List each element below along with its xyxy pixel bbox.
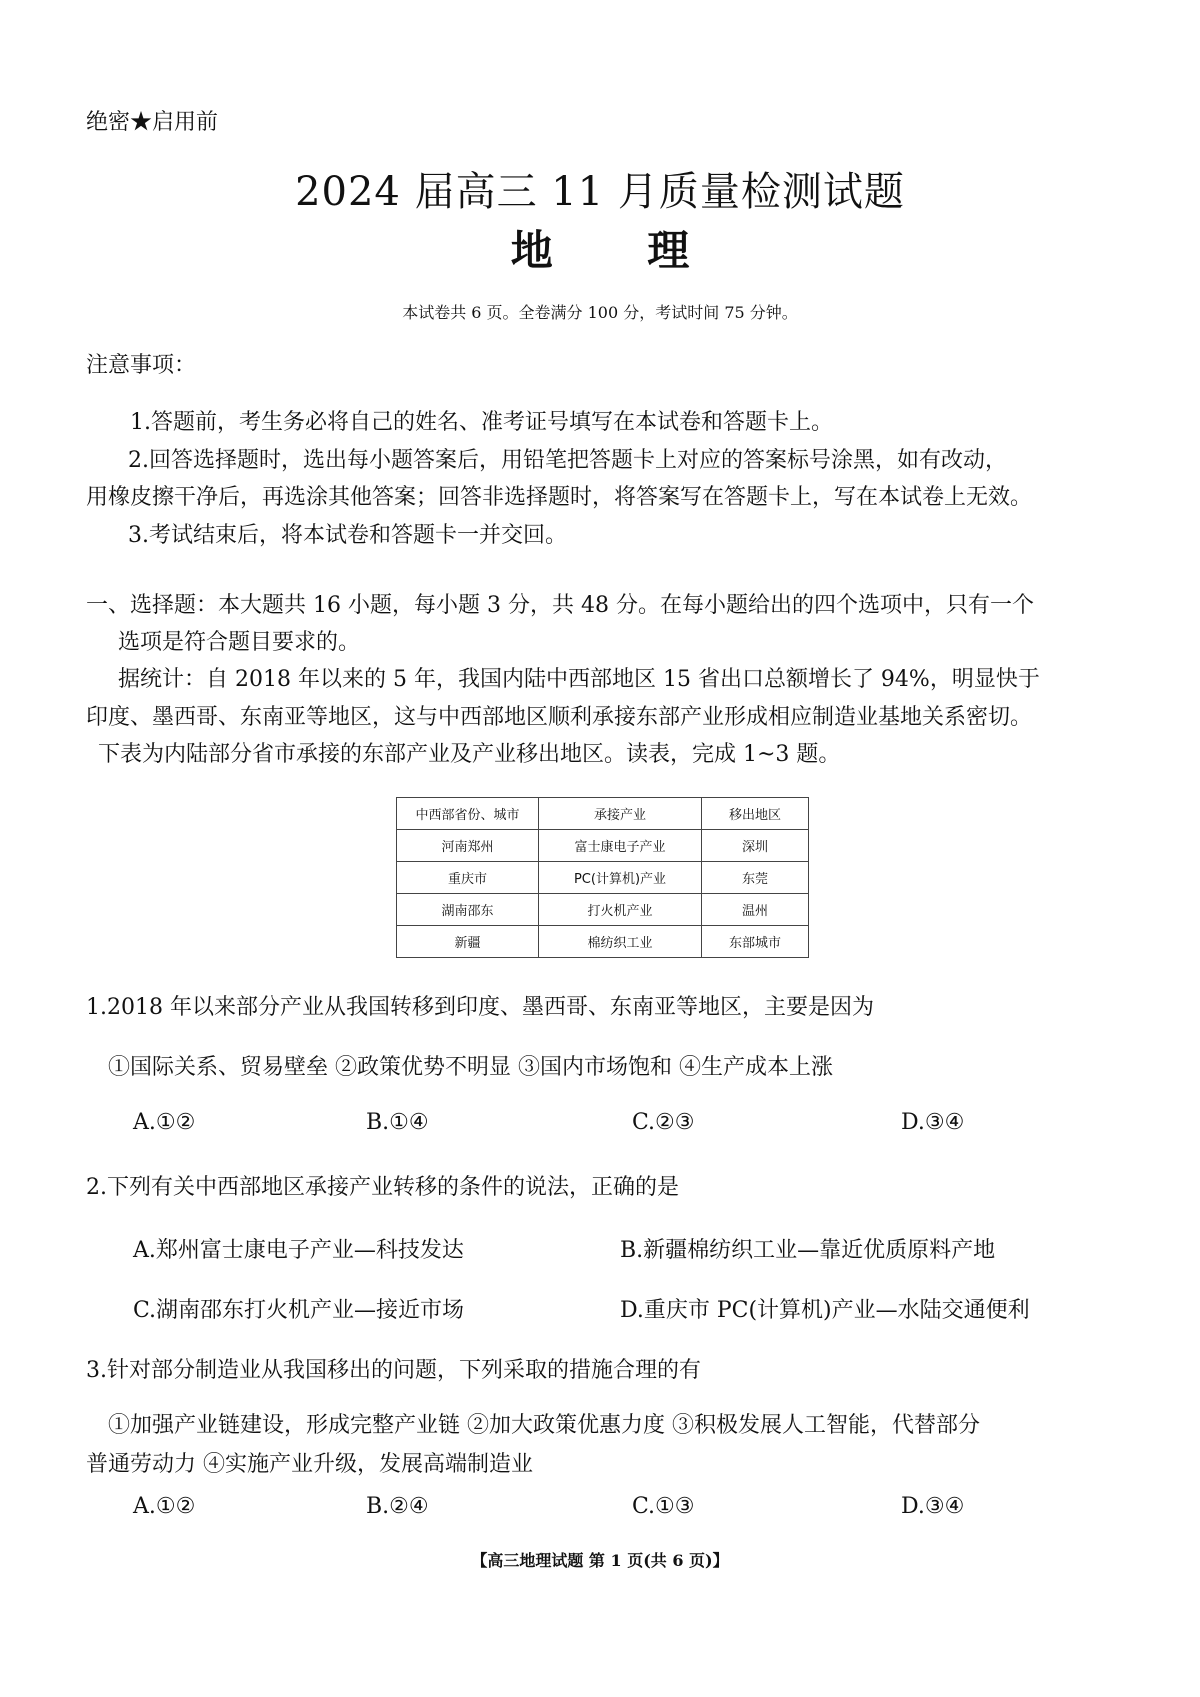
table-cell: 深圳 [702, 830, 809, 862]
table-row [397, 830, 809, 862]
question-3-option-c: C.①③ [632, 1494, 695, 1519]
confidential-mark: 绝密★启用前 [86, 110, 219, 135]
question-1-stem: 1.2018 年以来部分产业从我国转移到印度、墨西哥、东南亚等地区，主要是因为 [86, 995, 874, 1020]
page-footer: 【高三地理试题 第 1 页(共 6 页)】 [471, 1551, 729, 1570]
passage-line-1: 据统计：自 2018 年以来的 5 年，我国内陆中西部地区 15 省出口总额增长了 94%，明显快于 [118, 667, 1040, 692]
passage-line-2: 印度、墨西哥、东南亚等地区，这与中西部地区顺利承接东部产业形成相应制造业基地关系密切。 [86, 705, 1033, 730]
table-cell: 湖南邵东 [397, 894, 539, 926]
passage-line-3: 下表为内陆部分省市承接的东部产业及产业移出地区。读表，完成 1~3 题。 [98, 742, 841, 767]
table-header-cell: 移出地区 [702, 798, 809, 830]
table-row [397, 862, 809, 894]
table-row [397, 926, 809, 958]
question-2-option-b: B.新疆棉纺织工业—靠近优质原料产地 [620, 1238, 996, 1263]
table-cell: 新疆 [397, 926, 539, 958]
section-heading-line-1: 一、选择题：本大题共 16 小题，每小题 3 分，共 48 分。在每小题给出的四个选项中，只有一个 [86, 593, 1034, 618]
question-3-statements-line-1: ①加强产业链建设，形成完整产业链 ②加大政策优惠力度 ③积极发展人工智能，代替部分 [108, 1413, 980, 1438]
table-cell: 打火机产业 [539, 894, 702, 926]
notice-item-2-line-1: 2.回答选择题时，选出每小题答案后，用铅笔把答题卡上对应的答案标号涂黑，如有改动， [128, 448, 1007, 473]
table-cell: 东莞 [702, 862, 809, 894]
question-3-statements-line-2: 普通劳动力 ④实施产业升级，发展高端制造业 [86, 1452, 533, 1477]
question-3-option-d: D.③④ [901, 1494, 965, 1519]
table-row [397, 894, 809, 926]
question-1-statements: ①国际关系、贸易壁垒 ②政策优势不明显 ③国内市场饱和 ④生产成本上涨 [108, 1055, 833, 1080]
table-header-row [397, 798, 809, 830]
question-2-stem: 2.下列有关中西部地区承接产业转移的条件的说法，正确的是 [86, 1175, 679, 1200]
notice-heading: 注意事项： [86, 353, 197, 378]
table-cell: 富士康电子产业 [539, 830, 702, 862]
table-header-cell: 中西部省份、城市 [397, 798, 539, 830]
table-cell: 温州 [702, 894, 809, 926]
question-3-option-a: A.①② [133, 1494, 196, 1519]
notice-item-2-line-2: 用橡皮擦干净后，再选涂其他答案；回答非选择题时，将答案写在答题卡上，写在本试卷上无效。 [86, 485, 1033, 510]
subject-title: 地 理 [510, 226, 730, 275]
question-2-option-c: C.湖南邵东打火机产业—接近市场 [133, 1298, 465, 1323]
question-3-stem: 3.针对部分制造业从我国移出的问题，下列采取的措施合理的有 [86, 1358, 701, 1383]
industry-transfer-table [396, 797, 809, 958]
question-1-option-a: A.①② [133, 1110, 196, 1135]
table-cell: 重庆市 [397, 862, 539, 894]
notice-item-1: 1.答题前，考生务必将自己的姓名、准考证号填写在本试卷和答题卡上。 [130, 410, 833, 435]
question-3-option-b: B.②④ [366, 1494, 429, 1519]
exam-info: 本试卷共 6 页。全卷满分 100 分，考试时间 75 分钟。 [402, 303, 798, 322]
notice-item-3: 3.考试结束后，将本试卷和答题卡一并交回。 [128, 523, 567, 548]
table-cell: 河南郑州 [397, 830, 539, 862]
table-header-cell: 承接产业 [539, 798, 702, 830]
question-2-option-a: A.郑州富士康电子产业—科技发达 [133, 1238, 464, 1263]
question-1-option-b: B.①④ [366, 1110, 429, 1135]
table-cell: 东部城市 [702, 926, 809, 958]
question-1-option-c: C.②③ [632, 1110, 695, 1135]
table-cell: 棉纺织工业 [539, 926, 702, 958]
table-cell: PC(计算机)产业 [539, 862, 702, 894]
section-heading-line-2: 选项是符合题目要求的。 [118, 630, 361, 655]
exam-title: 2024 届高三 11 月质量检测试题 [295, 169, 905, 215]
question-2-option-d: D.重庆市 PC(计算机)产业—水陆交通便利 [620, 1298, 1030, 1323]
question-1-option-d: D.③④ [901, 1110, 965, 1135]
